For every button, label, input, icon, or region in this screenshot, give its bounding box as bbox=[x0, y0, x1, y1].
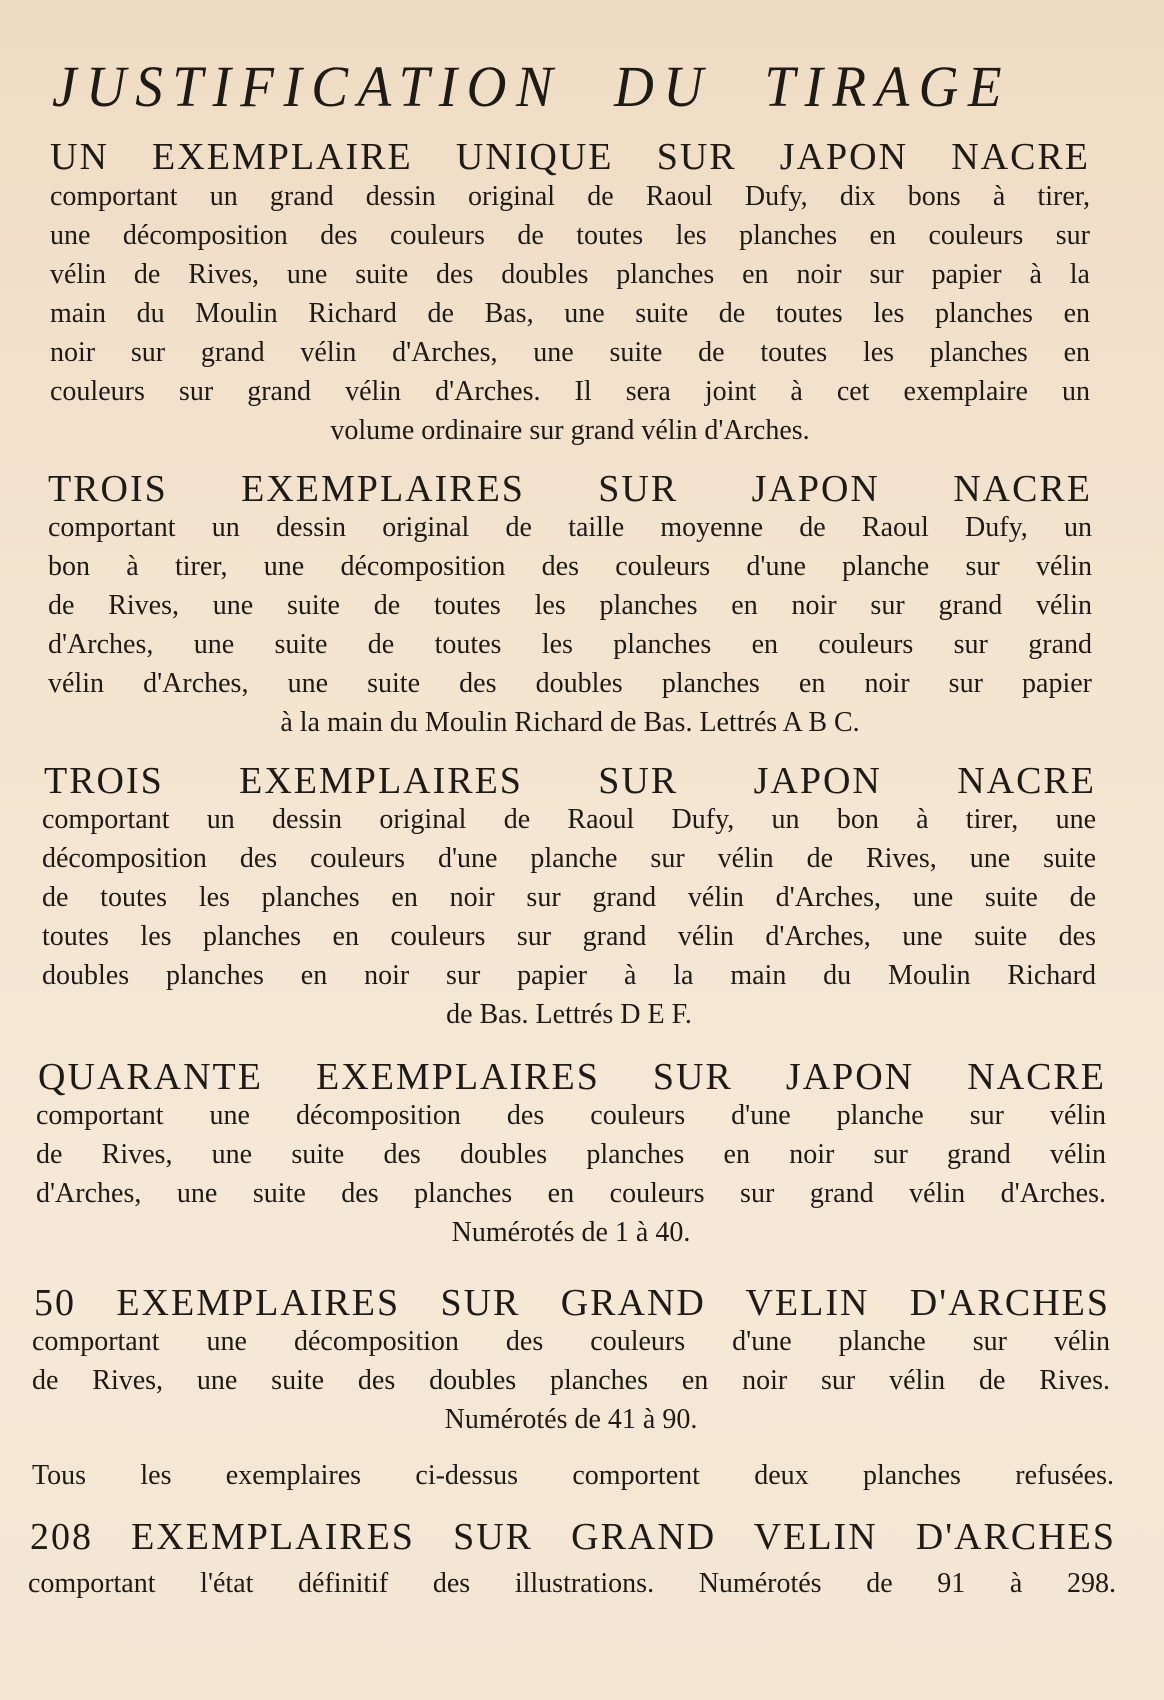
body-line: comportant un grand dessin original de Raoul Dufy, dix bons à tirer, bbox=[50, 181, 1090, 212]
section-heading: TROIS EXEMPLAIRES SUR JAPON NACRE bbox=[48, 468, 1092, 510]
body-line: comportant l'état définitif des illustrations. Numérotés de 91 à 298. bbox=[28, 1568, 1116, 1599]
body-line: couleurs sur grand vélin d'Arches. Il sera joint à cet exemplaire un bbox=[50, 376, 1090, 407]
section-heading: TROIS EXEMPLAIRES SUR JAPON NACRE bbox=[44, 760, 1096, 802]
section-heading: 50 EXEMPLAIRES SUR GRAND VELIN D'ARCHES bbox=[34, 1282, 1110, 1324]
body-line: d'Arches, une suite de toutes les planches en couleurs sur grand bbox=[48, 629, 1092, 660]
body-line: doubles planches en noir sur papier à la main du Moulin Richard bbox=[42, 960, 1096, 991]
refused-plates-note: Tous les exemplaires ci-dessus comportent deux planches refusées. bbox=[32, 1460, 1114, 1491]
body-line: toutes les planches en couleurs sur grand vélin d'Arches, une suite des bbox=[42, 921, 1096, 952]
body-last-line: de Bas. Lettrés D E F. bbox=[446, 999, 692, 1030]
body-line: vélin de Rives, une suite des doubles planches en noir sur papier à la bbox=[50, 259, 1090, 290]
body-last-line: à la main du Moulin Richard de Bas. Lettrés A B C. bbox=[280, 707, 860, 738]
body-line: une décomposition des couleurs de toutes les planches en couleurs sur bbox=[50, 220, 1090, 251]
body-line: comportant une décomposition des couleurs d'une planche sur vélin bbox=[32, 1326, 1110, 1357]
body-line: comportant une décomposition des couleurs d'une planche sur vélin bbox=[36, 1100, 1106, 1131]
body-line: de Rives, une suite des doubles planches en noir sur grand vélin bbox=[36, 1139, 1106, 1170]
body-line: main du Moulin Richard de Bas, une suite de toutes les planches en bbox=[50, 298, 1090, 329]
body-line: de toutes les planches en noir sur grand vélin d'Arches, une suite de bbox=[42, 882, 1096, 913]
body-last-line: Numérotés de 41 à 90. bbox=[444, 1404, 698, 1435]
body-line: de Rives, une suite de toutes les planches en noir sur grand vélin bbox=[48, 590, 1092, 621]
section-heading: QUARANTE EXEMPLAIRES SUR JAPON NACRE bbox=[38, 1056, 1106, 1098]
section-heading: 208 EXEMPLAIRES SUR GRAND VELIN D'ARCHES bbox=[30, 1516, 1116, 1558]
body-line: vélin d'Arches, une suite des doubles planches en noir sur papier bbox=[48, 668, 1092, 699]
body-line: bon à tirer, une décomposition des couleurs d'une planche sur vélin bbox=[48, 551, 1092, 582]
body-line: noir sur grand vélin d'Arches, une suite de toutes les planches en bbox=[50, 337, 1090, 368]
body-line: comportant un dessin original de Raoul Dufy, un bon à tirer, une bbox=[42, 804, 1096, 835]
body-line: décomposition des couleurs d'une planche sur vélin de Rives, une suite bbox=[42, 843, 1096, 874]
body-line: d'Arches, une suite des planches en couleurs sur grand vélin d'Arches. bbox=[36, 1178, 1106, 1209]
body-line: comportant un dessin original de taille moyenne de Raoul Dufy, un bbox=[48, 512, 1092, 543]
body-line: de Rives, une suite des doubles planches en noir sur vélin de Rives. bbox=[32, 1365, 1110, 1396]
body-last-line: Numérotés de 1 à 40. bbox=[451, 1217, 691, 1248]
section-heading: UN EXEMPLAIRE UNIQUE SUR JAPON NACRE bbox=[50, 136, 1090, 178]
page-title: JUSTIFICATION DU TIRAGE bbox=[52, 54, 1012, 119]
body-last-line: volume ordinaire sur grand vélin d'Arches. bbox=[330, 415, 810, 446]
